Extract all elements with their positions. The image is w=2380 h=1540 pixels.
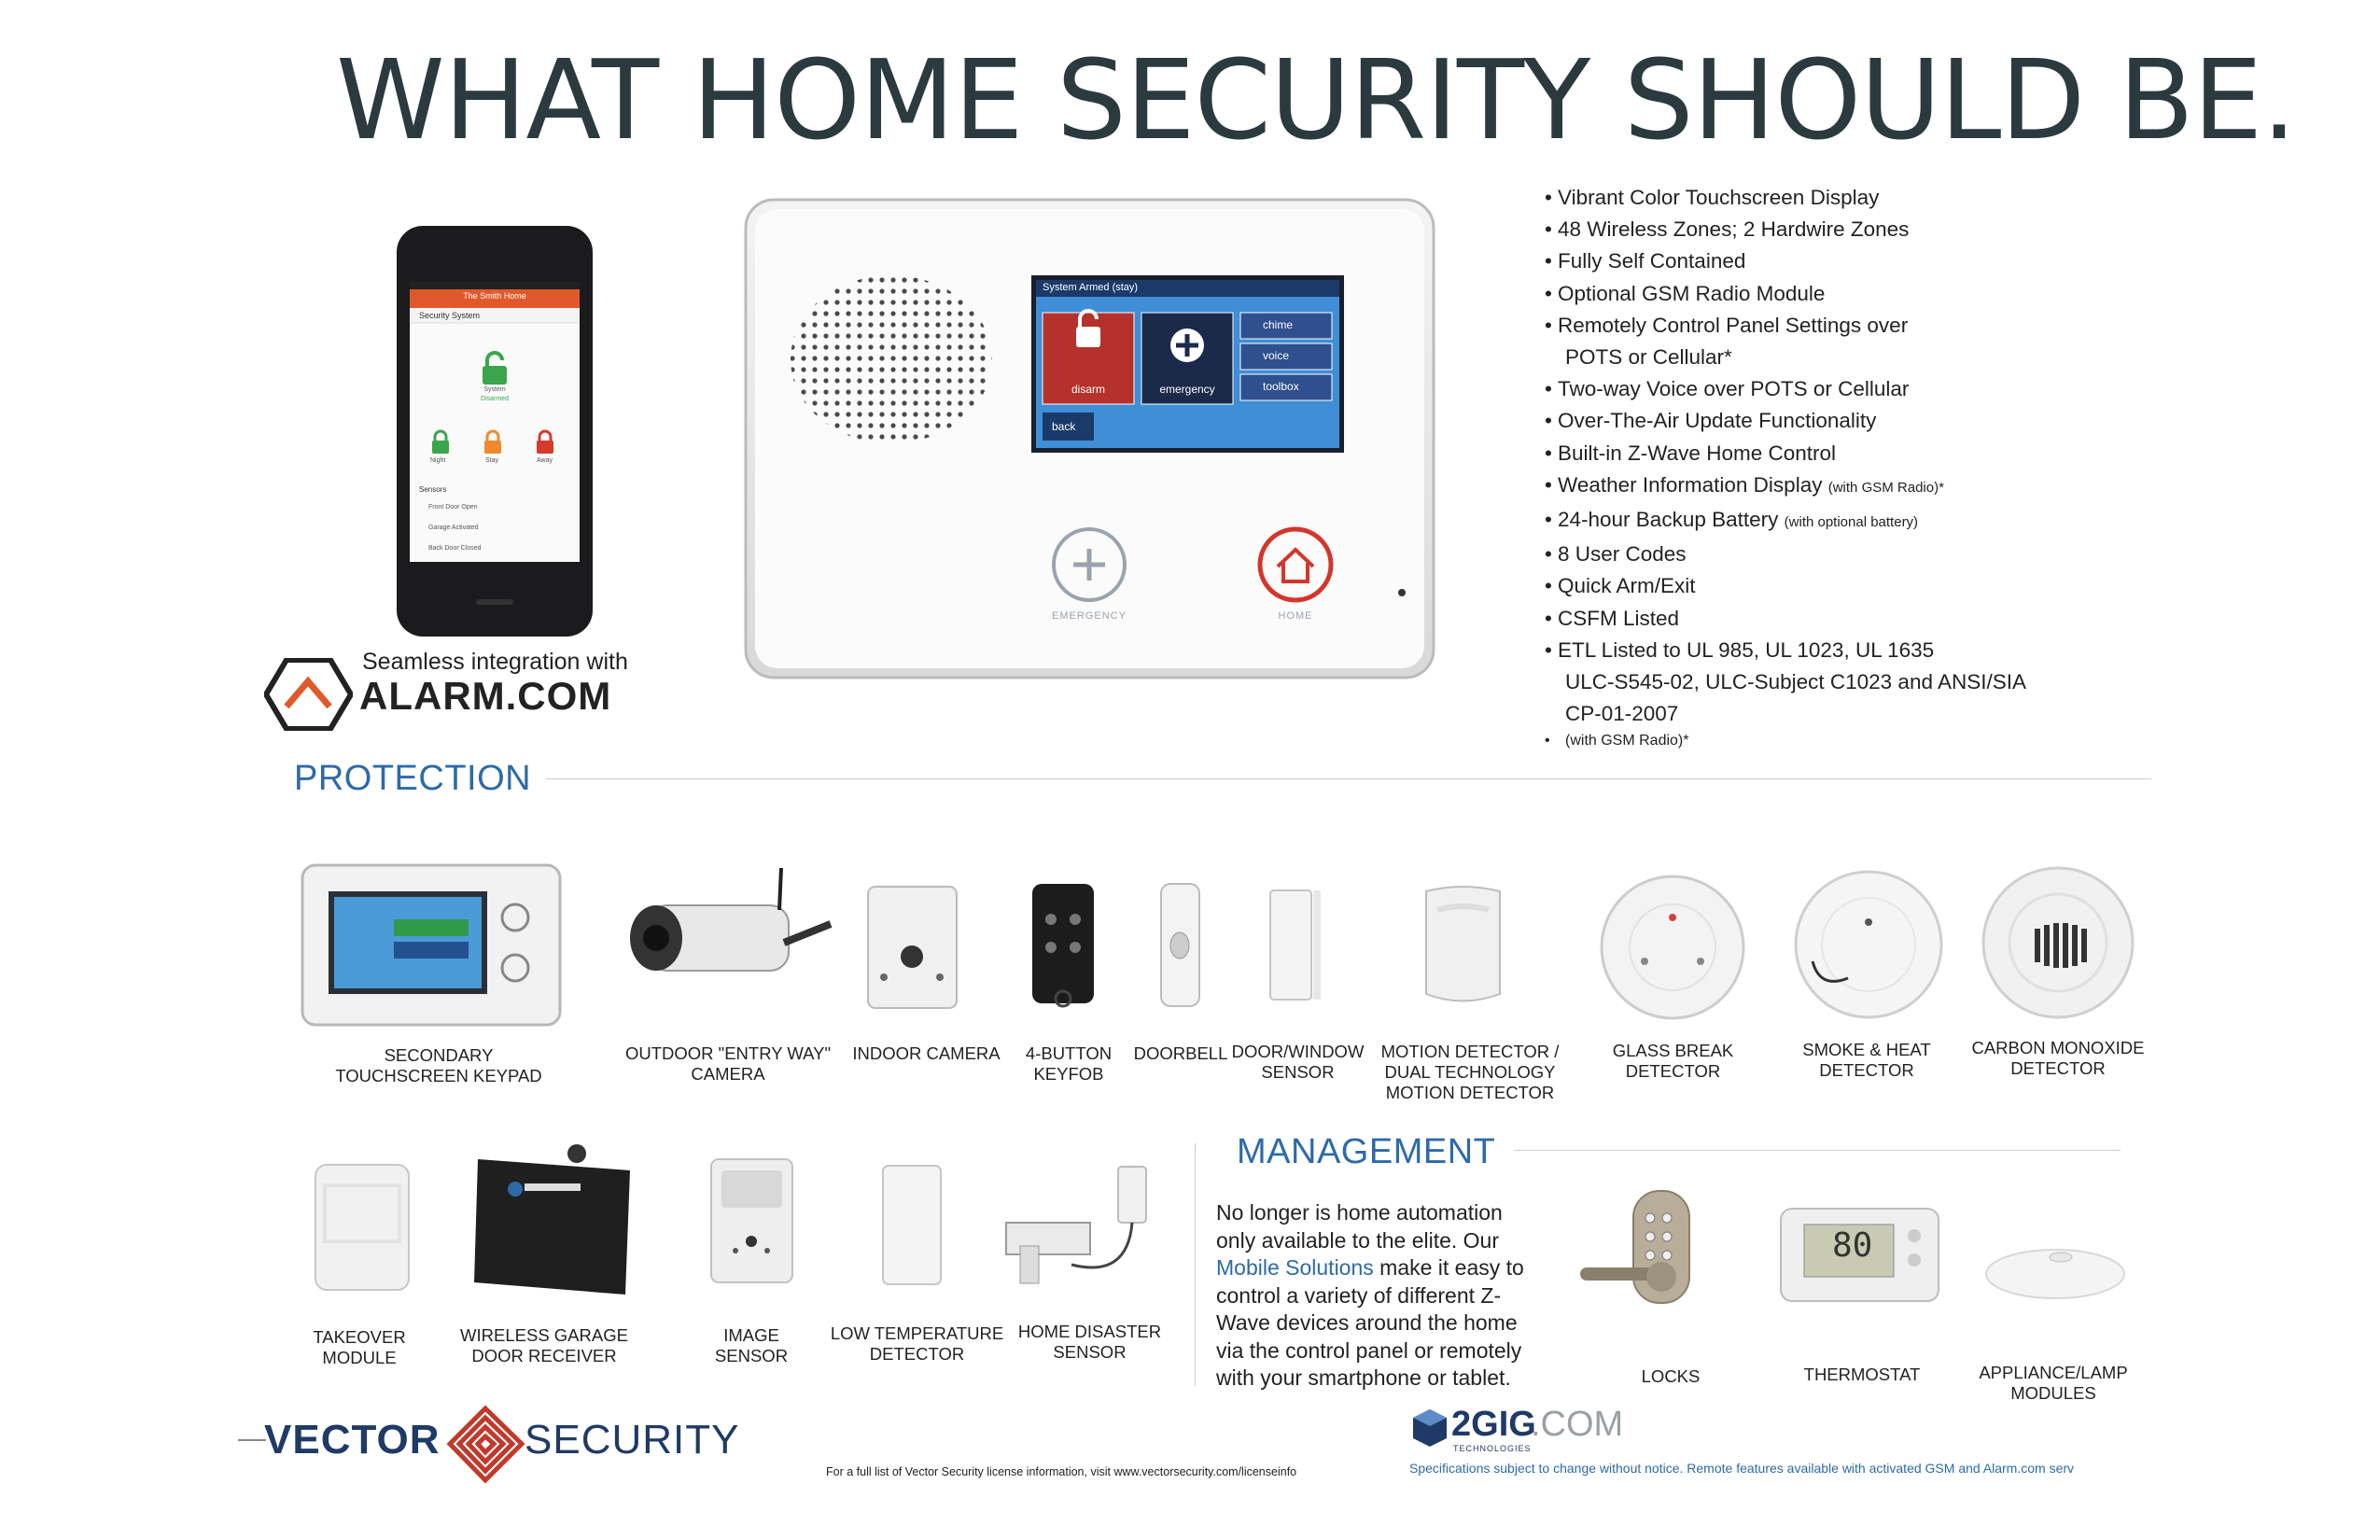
feature-item: • Optional GSM Radio Module [1545,278,2123,310]
caption-low-temperature: LOW TEMPERATURE DETECTOR [830,1323,1004,1364]
feature-note: (with GSM Radio)* [1827,479,1944,496]
management-divider [1514,1150,2121,1151]
image-sensor-image [707,1155,796,1286]
alarm-tagline: Seamless integration with [362,649,628,675]
protection-divider [546,778,2151,779]
feature-item: • 24-hour Backup Battery (with optional battery) [1545,504,2123,539]
home-disaster-sensor-image [997,1157,1160,1288]
phone-mode-stay: Stay [485,457,499,464]
feature-item: • ETL Listed to UL 985, UL 1023, UL 1635 [1545,635,2123,666]
caption-takeover-module: TAKEOVER MODULE [313,1327,406,1367]
caption-secondary-keypad: SECONDARY TOUCHSCREEN KEYPAD [335,1045,542,1085]
doorbell-image [1159,882,1201,1008]
thermostat-image [1778,1206,1941,1304]
panel-toolbox-option[interactable]: toolbox [1263,380,1299,393]
license-note: For a full list of Vector Security license information, visit www.vectorsecurity.com/licenseinfo [826,1465,1297,1478]
thermostat-reading: 80 [1832,1226,1873,1265]
panel-home-label: HOME [1278,610,1313,622]
caption-locks: LOCKS [1641,1366,1701,1386]
vector-logo-right: SECURITY [525,1417,740,1463]
panel-back-button[interactable]: back [1052,420,1076,433]
feature-list [1545,182,2123,752]
phone-sensor-item: Garage Activated [428,525,479,531]
feature-item: CP-01-2007 [1565,702,1679,726]
keyfob-image [1030,882,1096,1013]
management-paragraph: No longer is home automation only available to the elite. Our Mobile Solutions make it easy to control a variety of different Z-Wave devices around the home via the control panel or remotely with your smartphone or tablet. [1216,1200,1524,1390]
smartphone-image [397,226,593,637]
phone-sensors-label: Sensors [419,485,447,494]
door-window-sensor-image [1267,887,1323,1003]
smoke-heat-detector-image [1792,868,1946,1022]
management-vertical-divider [1195,1143,1196,1386]
control-panel-image [742,196,1437,681]
page-title: WHAT HOME SECURITY SHOULD BE. [336,35,2296,164]
panel-disarm-button[interactable]: disarm [1071,383,1105,396]
caption-thermostat: THERMOSTAT [1803,1365,1921,1384]
twogig-cube-icon [1411,1407,1449,1449]
caption-indoor-camera: INDOOR CAMERA [852,1043,1001,1063]
spec-note: Specifications subject to change without notice. Remote features available with activated GSM and Alarm.com serv [1409,1461,2075,1476]
phone-mode-night: Night [430,457,446,464]
phone-app-title: The Smith Home [463,291,526,301]
caption-garage-receiver: WIRELESS GARAGE DOOR RECEIVER [460,1325,628,1365]
outdoor-camera-image [621,868,845,999]
feature-item: ULC-S545-02, ULC-Subject C1023 and ANSI/SIA [1565,670,2027,694]
feature-item: • Two-way Voice over POTS or Cellular [1545,373,2123,405]
mobile-solutions-link[interactable]: Mobile Solutions [1216,1255,1374,1280]
protection-heading: PROTECTION [294,759,532,798]
vector-diamond-icon [446,1405,525,1484]
feature-item: • 8 User Codes [1545,539,2123,570]
phone-mode-away: Away [537,457,553,464]
takeover-module-image [306,1157,418,1297]
feature-item: • Over-The-Air Update Functionality [1545,405,2123,437]
caption-smoke-heat: SMOKE & HEAT DETECTOR [1802,1040,1931,1080]
panel-emergency-label: EMERGENCY [1052,610,1127,622]
phone-section-label: Security System [419,311,481,320]
carbon-monoxide-detector-image [1979,863,2137,1022]
caption-appliance-lamp: APPLIANCE/LAMP MODULES [1979,1363,2128,1403]
caption-doorbell: DOORBELL [1133,1043,1228,1063]
alarm-com-logo-icon [264,658,353,731]
twogig-sub: TECHNOLOGIES [1453,1444,1532,1453]
caption-outdoor-camera: OUTDOOR "ENTRY WAY" CAMERA [624,1043,832,1084]
phone-sensor-item: Front Door Open [428,504,478,511]
footer-rule [238,1439,266,1441]
caption-glass-break: GLASS BREAK DETECTOR [1612,1041,1734,1081]
caption-image-sensor: IMAGE SENSOR [714,1325,789,1365]
feature-item: • 48 Wireless Zones; 2 Hardwire Zones [1545,214,2123,245]
motion-detector-image [1419,882,1507,1008]
caption-door-window-sensor: DOOR/WINDOW SENSOR [1231,1042,1365,1082]
caption-home-disaster: HOME DISASTER SENSOR [1017,1322,1162,1362]
phone-sensor-item: Back Door Closed [428,545,482,552]
feature-item: • (with GSM Radio)* [1545,730,2123,752]
management-heading: MANAGEMENT [1237,1132,1496,1171]
indoor-camera-image [863,882,961,1013]
panel-emergency-tile[interactable]: emergency [1159,383,1215,396]
caption-motion-detector: MOTION DETECTOR / DUAL TECHNOLOGY MOTION DETECTOR [1380,1042,1560,1102]
secondary-keypad-image [301,863,562,1027]
feature-item: • CSFM Listed [1545,603,2123,635]
feature-item: • Built-in Z-Wave Home Control [1545,438,2123,469]
feature-item: • Fully Self Contained [1545,245,2123,277]
twogig-brand: 2GIG [1451,1405,1536,1444]
glass-break-detector-image [1598,873,1747,1022]
caption-keyfob: 4-BUTTON KEYFOB [1025,1043,1113,1084]
feature-item: • Remotely Control Panel Settings over [1545,310,2123,342]
caption-carbon-monoxide: CARBON MONOXIDE DETECTOR [1971,1038,2145,1078]
low-temperature-detector-image [879,1162,945,1288]
door-lock-image [1577,1185,1727,1311]
feature-item: • Vibrant Color Touchscreen Display [1545,182,2123,214]
feature-item: • Weather Information Display (with GSM Radio)* [1545,469,2123,504]
panel-screen-status: System Armed (stay) [1043,282,1139,293]
alarm-brand: ALARM.COM [359,674,612,718]
phone-status-label: System [483,386,506,393]
vector-logo-left: VECTOR [264,1417,441,1463]
feature-item: • Quick Arm/Exit [1545,570,2123,602]
panel-voice-option[interactable]: voice [1263,349,1290,362]
twogig-suffix: .COM [1531,1405,1624,1444]
garage-receiver-image [467,1141,639,1299]
phone-status-value: Disarmed [481,396,509,402]
feature-item: POTS or Cellular* [1565,345,1732,370]
appliance-module-image [1983,1237,2128,1302]
feature-note: (with optional battery) [1784,514,1919,531]
panel-chime-option[interactable]: chime [1263,318,1294,331]
